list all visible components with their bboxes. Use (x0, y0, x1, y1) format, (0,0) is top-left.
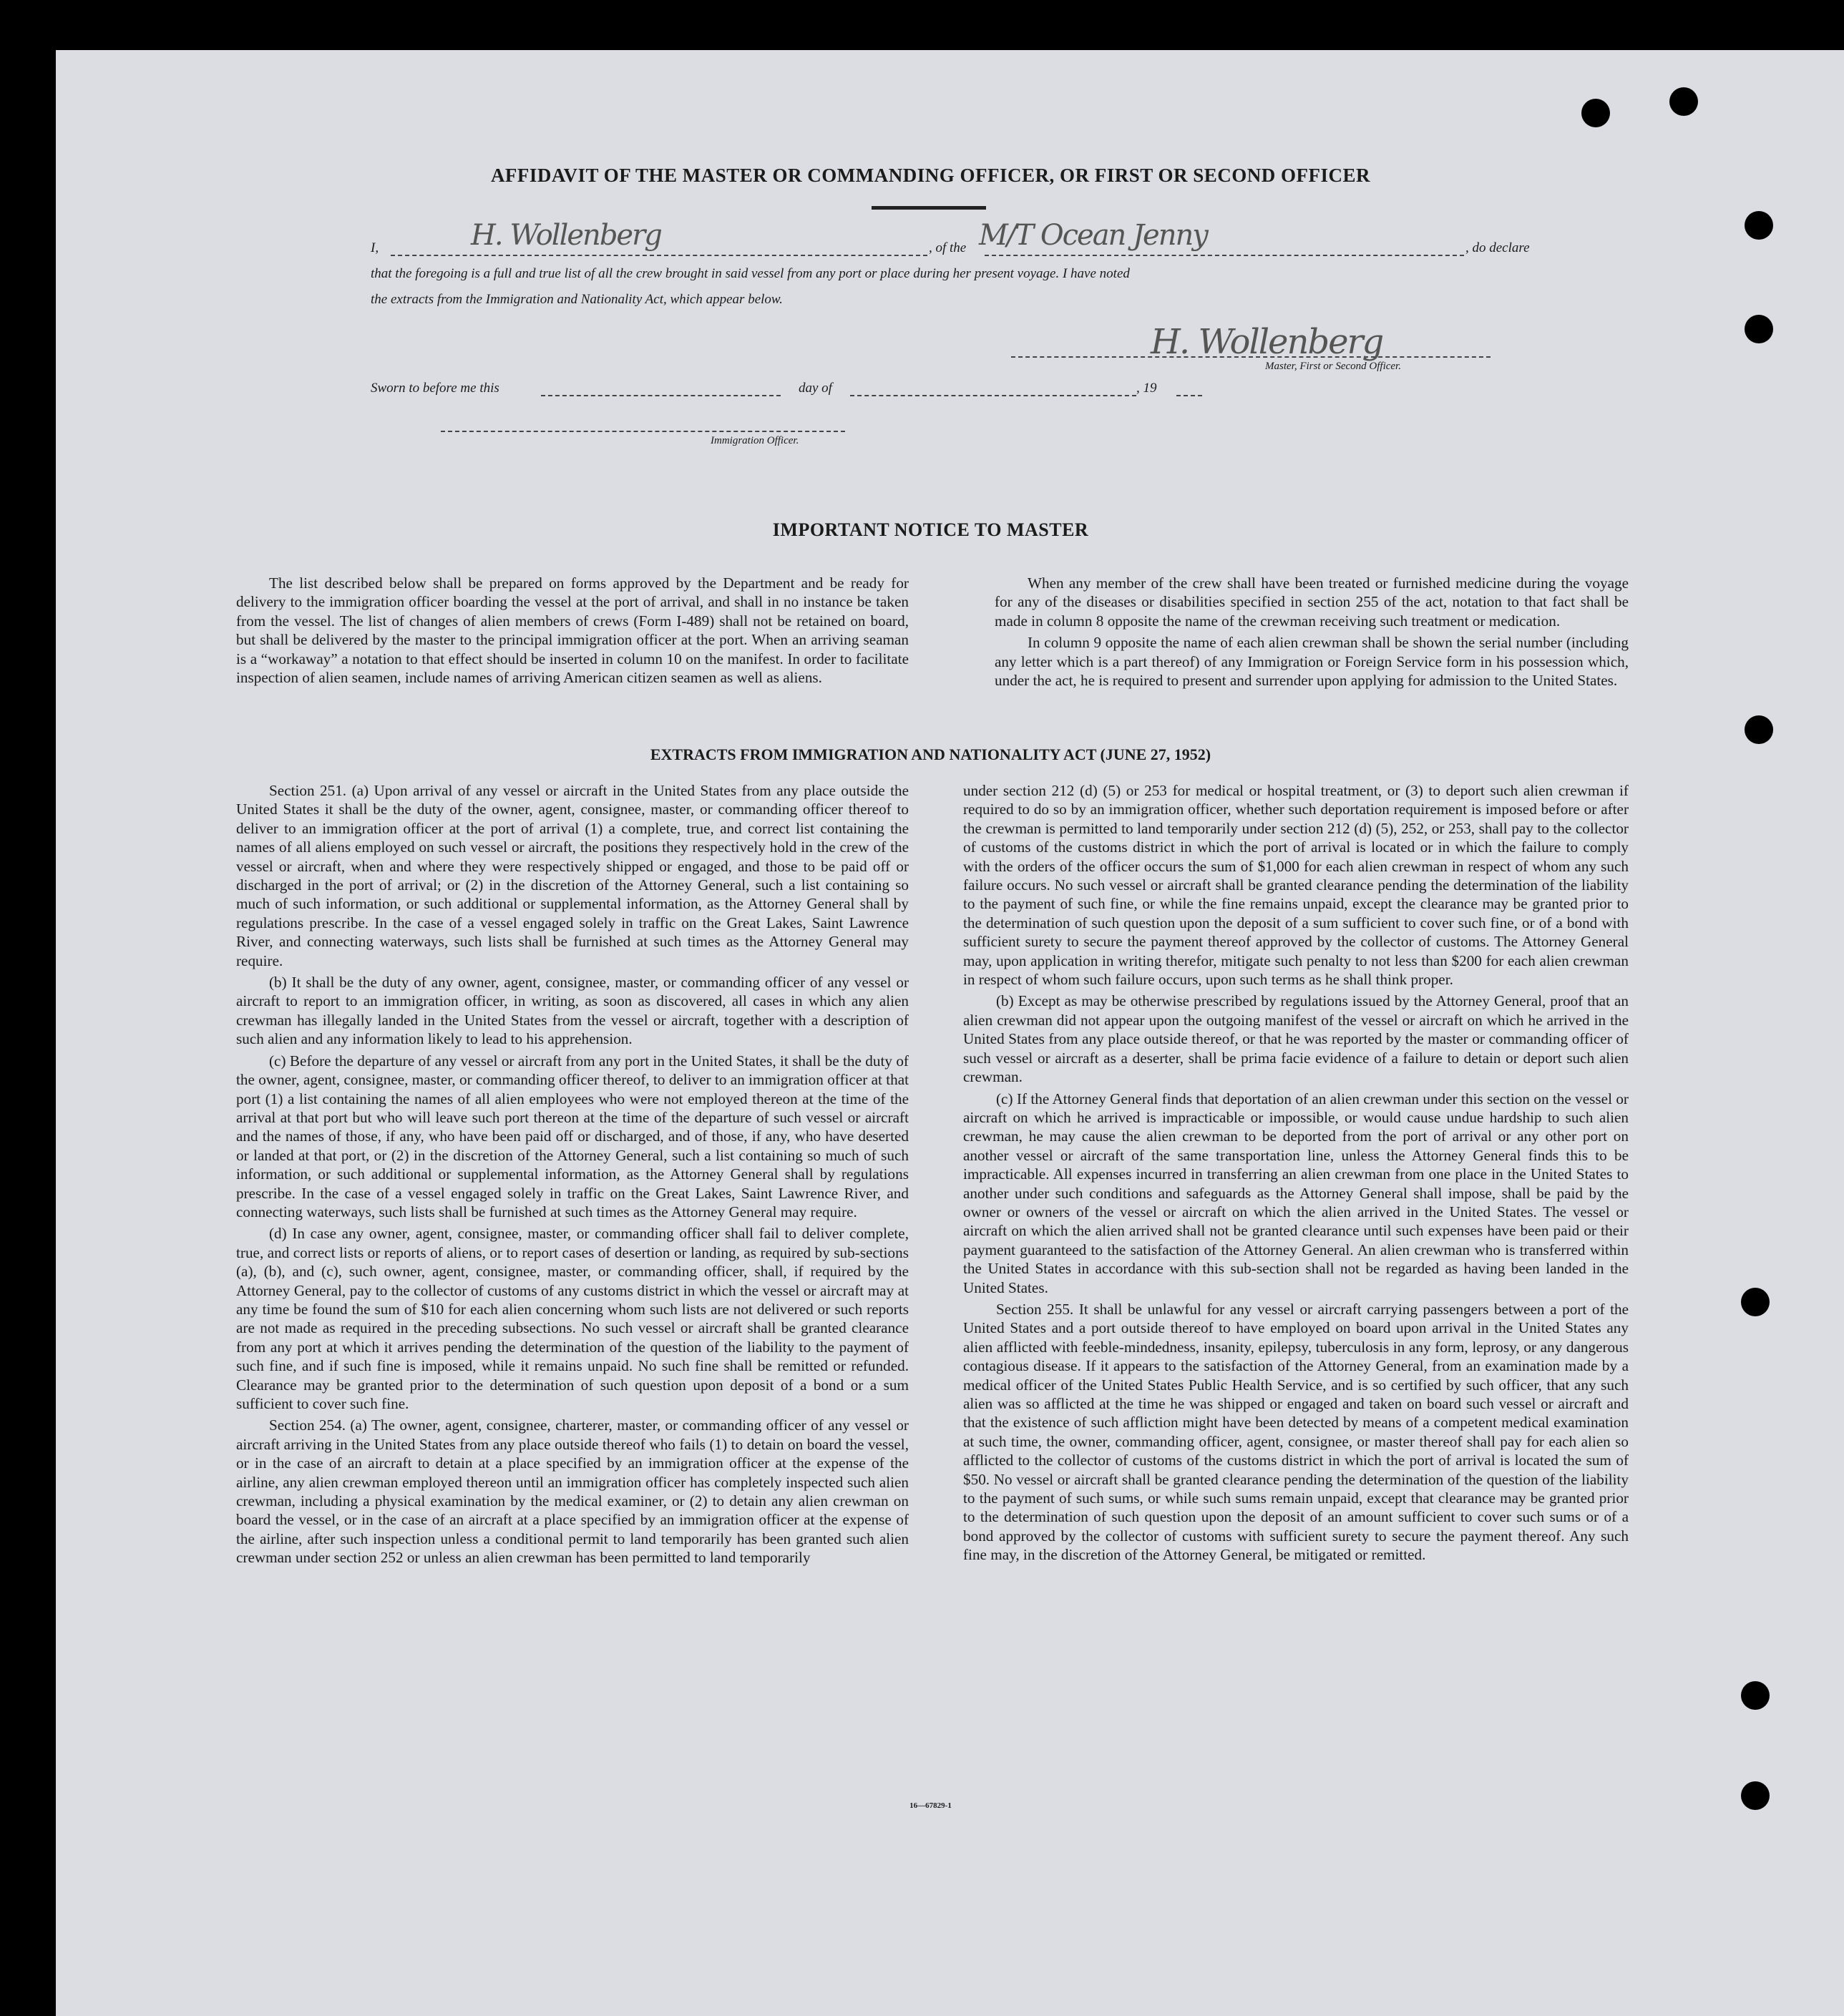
punch-hole (1581, 99, 1610, 127)
notice-right-column (995, 574, 1629, 693)
punch-hole (1741, 1288, 1770, 1316)
sworn-label: Sworn to before me this (371, 381, 499, 396)
punch-hole (1745, 315, 1773, 343)
do-declare-label: , do declare (1465, 240, 1530, 255)
affidavit-title: AFFIDAVIT OF THE MASTER OR COMMANDING OFFICER, OR FIRST OR SECOND OFFICER (490, 165, 1371, 186)
declaration-line-3: the extracts from the Immigration and Nationality Act, which appear below. (371, 292, 783, 307)
extracts-left-column (236, 781, 909, 1570)
extract-left-paragraph: (c) Before the departure of any vessel or aircraft from any port in the United States, it shall be the duty of the owner, agent, consignee, master, or commanding officer thereof, to deliver to an immigration officer at that port (1) a list containing the names of all alien employees who were not employed thereon at the time of the arrival at that port but who will leave such port thereon at the time of the departure of such vessel or aircraft and the names of those, if any, who have been paid off or discharged, and of those, if any, who have deserted or landed at that port, or (2) in the discretion of the Attorney General, such a list containing so much of such information, or such additional or supplemental information, as the Attorney General shall by regulations prescribe. In the case of a vessel engaged solely in traffic on the Great Lakes, Saint Lawrence River, and connecting waterways, such lists shall be furnished at such times as the Attorney General may require. (236, 1052, 909, 1220)
notice-title: IMPORTANT NOTICE TO MASTER (772, 519, 1089, 540)
extract-right-paragraph: (b) Except as may be otherwise prescribed by regulations issued by the Attorney General, proof that an alien crewman did not appear upon the outgoing manifest of the vessel or aircraft on which he arrived in the United States from any place outside thereof, or that he was reported by the master or commanding officer of such vessel or aircraft as a deserter, shall be prima facie evidence of a failure to detain or deport such alien crewman. (963, 992, 1629, 1086)
extract-left-paragraph: Section 251. (a) Upon arrival of any vessel or aircraft in the United States from any place outside the United States it shall be the duty of the owner, agent, consignee, master, or commanding officer thereof to deliver to an immigration officer at the port of arrival (1) a complete, true, and correct list containing the names of all aliens employed on such vessel or aircraft, the positions they respectively hold in the crew of the vessel or aircraft, when and where they were respectively shipped or engaged, and those to be paid off or discharged in the port of arrival; or (2) in the discretion of the Attorney General, such a list containing so much of such information, or such additional or supplemental information, as the Attorney General shall by regulations prescribe. In the case of a vessel engaged solely in traffic on the Great Lakes, Saint Lawrence River, and connecting waterways, such lists shall be furnished at such times as the Attorney General may require. (236, 782, 909, 969)
notice-right-paragraph-2: In column 9 opposite the name of each alien crewman shall be shown the serial number (including any letter which is a part thereof) of any Immigration or Foreign Service form in his possession which, under the act, he is required to present and surrender upon applying for admission to the United States. (995, 634, 1629, 690)
extract-right-paragraph: (c) If the Attorney General finds that deportation of an alien crewman under this section on the vessel or aircraft on which he arrived is impracticable or impossible, or would cause undue hardship to such alien crewman, he may cause the alien crewman to be deported from the port of arrival or any other port on another vessel or aircraft of the same transportation line, unless the Attorney General finds this to be impracticable. All expenses incurred in transferring an alien crewman from one place in the United States to another under such conditions and safeguards as the Attorney General shall impose, shall be paid by the owner or owners of the vessel or aircraft on which the alien arrived in the United States. The vessel or aircraft on which the alien arrived shall not be granted clearance until such expenses have been paid or their payment guaranteed to the satisfaction of the Attorney General. An alien crewman who is transferred within the United States in accordance with this sub-section shall not be regarded as having been landed in the United States. (963, 1090, 1629, 1296)
notice-right-paragraph-1: When any member of the crew shall have been treated or furnished medicine during the voyage for any of the diseases or disabilities specified in section 255 of the act, notation to that fact shall be made in column 8 opposite the name of the crewman receiving such treatment or medication. (995, 574, 1629, 630)
punch-hole (1741, 1681, 1770, 1710)
day-of-label: day of (799, 381, 832, 396)
i-label: I, (371, 240, 379, 255)
sworn-month-line (850, 395, 1136, 396)
extract-left-paragraph: (d) In case any owner, agent, consignee, master, or commanding officer shall fail to deliver complete, true, and correct lists or reports of aliens, or to report cases of desertion or landing, as required by sub-sections (a), (b), and (c), such owner, agent, consignee, master, or commanding officer, shall, if required by the Attorney General, pay to the collector of customs of any customs district in which the vessel or aircraft may at any time be found the sum of $10 for each alien concerning whom such lists are not delivered or such reports are not made as required in the preceding subsections. No such vessel or aircraft shall be granted clearance from any port at which it arrives pending the determination of the question of the liability to the payment of such fine, and if such fine is imposed, while it remains unpaid. No such fine shall be remitted or refunded. Clearance may be granted prior to the determination of such question upon deposit of a bond or a sum sufficient to cover such fine. (236, 1225, 909, 1412)
year-prefix: , 19 (1136, 381, 1157, 396)
extract-right-paragraph: under section 212 (d) (5) or 253 for medical or hospital treatment, or (3) to deport such alien crewman if required to do so by an immigration officer, whether such deportation requirement is imposed before or after the crewman is permitted to land temporarily under section 212 (d) (5), 252, or 253, shall pay to the collector of customs of the customs district in which the port of arrival is located or in which the failure to comply with the orders of the officer occurs the sum of $1,000 for each alien crewman in respect of whom any such failure occurs. No such vessel or aircraft shall be granted clearance pending the determination of the liability to the payment of such fine, or while the fine remains unpaid, except the clearance may be granted prior to the determination of such question upon the deposit of a sum sufficient to cover such fine, or of a bond with sufficient surety to secure the payment thereof approved by the collector of customs. The Attorney General may, upon application in writing therefor, mitigate such penalty to not less than $200 for each alien crewman in respect of whom such failure occurs, upon such terms as he shall think proper. (963, 782, 1629, 989)
master-name-handwritten: H. Wollenberg (471, 219, 661, 252)
notice-left-paragraph: The list described below shall be prepared on forms approved by the Department and be ready for delivery to the immigration officer boarding the vessel at the port of arrival, and shall in no instance be taken from the vessel. The list of changes of alien members of crews (Form I-489) shall not be retained on board, but shall be delivered by the master to the principal immigration officer at the port. When an arriving seaman is a “workaway” a notation to that effect should be inserted in column 10 on the manifest. In order to facilitate inspection of alien seamen, include names of arriving American citizen seamen as well as aliens. (236, 574, 909, 687)
extract-right-paragraph: Section 255. It shall be unlawful for any vessel or aircraft carrying passengers between a port of the United States and a port outside thereof to have employed on board upon arrival in the United States any alien afflicted with feeble-mindedness, insanity, epilepsy, tuberculosis in any form, leprosy, or any dangerous contagious disease. If it appears to the satisfaction of the Attorney General, from an examination made by a medical officer of the United States Public Health Service, and is so certified by such officer, that any such alien was so afflicted at the time he was shipped or engaged and taken on board such vessel or aircraft and that the existence of such affliction might have been detected by means of a competent medical examination at such time, the owner, commanding officer, agent, consignee, or master thereof shall pay for each alien so afflicted to the collector of customs of the customs district in which the port of arrival is located the sum of $50. No vessel or aircraft shall be granted clearance pending the determination of the question of the liability to the payment of such sums, or while such sums remain unpaid, except that clearance may be granted prior to the determination of such question upon the deposit of an amount sufficient to cover such sums or of a bond approved by the collector of customs with sufficient surety to secure the payment thereof. Any such fine may, in the discretion of the Attorney General, be mitigated or remitted. (963, 1300, 1629, 1564)
extracts-title: EXTRACTS FROM IMMIGRATION AND NATIONALITY ACT (JUNE 27, 1952) (650, 745, 1211, 763)
notice-left-column (236, 574, 909, 690)
document-page (56, 50, 1844, 2016)
sworn-day-line (541, 395, 781, 396)
title-rule (872, 206, 986, 210)
immigration-officer-caption: Immigration Officer. (711, 435, 799, 446)
extract-left-paragraph: (b) It shall be the duty of any owner, agent, consignee, master, or commanding officer of any vessel or aircraft to report to an immigration officer, in writing, as soon as discovered, all cases in which any alien crewman has illegally landed in the United States from the vessel or aircraft, together with a description of such alien and any information likely to lead to his apprehension. (236, 974, 909, 1048)
signature-caption: Master, First or Second Officer. (1265, 361, 1401, 372)
punch-hole (1741, 1781, 1770, 1810)
vessel-name-handwritten: M/T Ocean Jenny (979, 219, 1207, 252)
vessel-name-line (985, 255, 1464, 256)
punch-hole (1745, 715, 1773, 744)
immigration-officer-line (441, 431, 845, 432)
year-line (1176, 395, 1202, 396)
punch-hole (1745, 211, 1773, 240)
extracts-right-column (963, 781, 1629, 1567)
declaration-line-2: that the foregoing is a full and true list of all the crew brought in said vessel from any port or place during her present voyage. I have noted (371, 266, 1130, 281)
extract-left-paragraph: Section 254. (a) The owner, agent, consignee, charterer, master, or commanding officer of any vessel or aircraft arriving in the United States from any place outside thereof who fails (1) to detain on board the vessel, or in the case of an aircraft to detain at a place specified by an immigration officer at the expense of the airline, any alien crewman employed thereon until an immigration officer has completely inspected such alien crewman, including a physical examination by the medical examiner, or (2) to detain any alien crewman on board the vessel, or in the case of an aircraft at a place specified by an immigration officer at the expense of the airline, after such inspection unless a conditional permit to land temporarily has been granted such alien crewman under section 252 or unless an alien crewman has been permitted to land temporarily (236, 1416, 909, 1567)
signature-handwritten: H. Wollenberg (1151, 322, 1383, 362)
form-number: 16—67829-1 (909, 1801, 952, 1810)
master-name-line (391, 255, 927, 256)
of-the-label: , of the (929, 240, 967, 255)
punch-hole (1669, 87, 1698, 116)
